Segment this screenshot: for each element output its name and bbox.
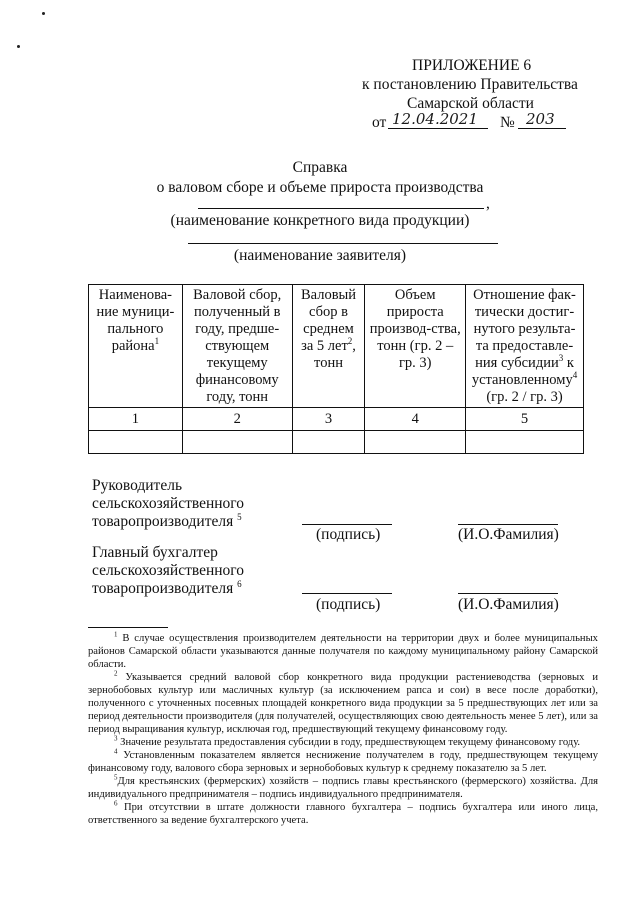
product-name-line [198,208,484,209]
appendix-line-3: Самарской области [407,95,534,112]
column-number-row [89,408,584,431]
header-ratio: Отношение фак-тически достиг-нутого результа-та предоставле-ния субсидии$^3$ к установленному$^4$ (гр. 2 / гр. 3) [466,285,584,408]
date-underline [388,128,488,129]
head-title-l2: сельскохозяйственного [92,495,245,512]
header-gross-prev-year: Валовой сбор, полученный в году, предше-ствующем текущему финансовому году, тонн [182,285,292,408]
footnote-6: $^6$ При отсутствии в штате должности главного бухгалтера – подпись бухгалтера или иного лица, ответственного за ведение бухгалтерского учета. [88,799,598,826]
scan-speck [17,45,20,48]
appendix-number: ПРИЛОЖЕНИЕ 6 [412,57,532,74]
column-number: 4 [365,408,466,431]
data-table [88,284,584,454]
chief-name-line [458,593,558,594]
scan-speck [42,12,45,15]
number-underline [518,128,566,129]
empty-cell [292,431,365,454]
empty-cell [365,431,466,454]
head-title-l3: товаропроизводителя $^5$ [92,511,242,530]
product-name-comma: , [486,195,490,212]
date-handwritten: 12.04.2021 [392,110,478,128]
footnote-3: $^3$ Значение результата предоставления субсидии в году, предшествующем текущему финансовому году. [114,734,581,748]
chief-signature-label: (подпись) [316,596,381,613]
footnote-5: $^5$Для крестьянских (фермерских) хозяйств – подпись главы крестьянского (фермерского) хозяйства. Для индивидуального предпринимателя – подпись индивидуального предпринимателя. [88,773,598,800]
empty-cell [89,431,183,454]
footnote-4: $^4$ Установленным показателем является неснижение получателем в году, предшествующем текущему финансовому году, валового сбора зерновых и зернобобовых культур к среднему показателю за 5 лет. [88,747,599,774]
chief-name-label: (И.О.Фамилия) [458,596,559,613]
header-gross-avg-5y: Валовый сбор в среднем за 5 лет$^2$, тонн [292,285,365,408]
column-number: 5 [466,408,584,431]
applicant-name-line [188,243,498,244]
chief-signature-line [302,593,392,594]
header-district: Наименова-ние муници-пального района$^1$ [89,285,183,408]
chief-title-l2: сельскохозяйственного [92,562,245,579]
doc-title: Справка [292,159,348,176]
table-header-row [89,285,584,408]
footnote-1: $^1$ В случае осуществления производителем деятельности на территории двух и более муниципальных районов Самарской области указываются данные получателя по каждому муниципальному району Самарской области. [88,630,598,670]
appendix-line-2: к постановлению Правительства [362,76,578,93]
chief-title-l3: товаропроизводителя $^6$ [92,578,242,597]
empty-cell [466,431,584,454]
column-number: 3 [292,408,365,431]
product-caption: (наименование конкретного вида продукции) [170,212,470,229]
empty-cell [182,431,292,454]
head-signature-line [302,524,392,525]
head-signature-label: (подпись) [316,526,381,543]
head-name-label: (И.О.Фамилия) [458,526,559,543]
head-title-l1: Руководитель [92,477,183,494]
head-name-line [458,524,558,525]
table-empty-row [89,431,584,454]
applicant-caption: (наименование заявителя) [233,247,407,264]
footnote-separator [88,627,168,628]
doc-subtitle: о валовом сборе и объеме прироста производства [156,179,484,196]
number-prefix: № [500,114,515,131]
date-prefix: от [372,114,387,131]
footnote-2: $^2$ Указывается средний валовой сбор конкретного вида продукции растениеводства (зерновых и зернобобовых культур или масличных культур (за исключением рапса и сои) в весе после доработки), полученного с уточненных посевных площадей конкретного вида продукции за 5 предшествующих лет или за период деятельности производителя (для получателей, осуществляющих свою деятельность менее 5 лет), или за период выращивания культур, исключая год, предшествующий текущему финансовому году. [88,669,598,735]
chief-title-l1: Главный бухгалтер [92,544,218,561]
column-number: 1 [89,408,183,431]
header-growth-volume: Объем прироста производ-ства, тонн (гр. 2 – гр. 3) [365,285,466,408]
column-number: 2 [182,408,292,431]
number-handwritten: 203 [526,110,555,128]
